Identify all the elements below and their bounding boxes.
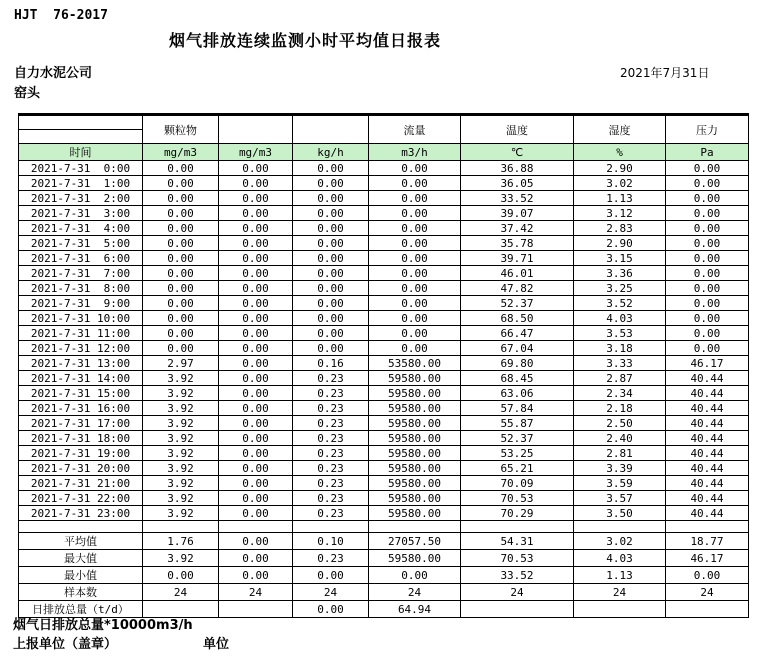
table-row (19, 431, 749, 446)
value-cell: 0.23 (293, 371, 369, 386)
table-header (19, 115, 749, 161)
value-cell: 68.50 (461, 311, 574, 326)
value-cell: 36.05 (461, 176, 574, 191)
value-cell: 40.44 (666, 491, 749, 506)
row-time-cell: 2021-7-31 21:00 (19, 476, 143, 491)
station-name: 窑头 (14, 86, 41, 101)
value-cell: 33.52 (461, 567, 574, 584)
group-header-row (19, 115, 749, 144)
table-row (19, 236, 749, 251)
value-cell: 59580.00 (369, 476, 461, 491)
value-cell: 0.00 (219, 533, 293, 550)
pollutant-header-cell: 湿度 (574, 115, 666, 144)
value-cell: 59580.00 (369, 506, 461, 521)
empty-cell (666, 521, 749, 533)
table-row (19, 461, 749, 476)
table-row (19, 176, 749, 191)
value-cell: 33.52 (461, 191, 574, 206)
value-cell: 3.52 (574, 296, 666, 311)
table-row (19, 326, 749, 341)
value-cell: 0.00 (666, 281, 749, 296)
value-cell: 70.53 (461, 491, 574, 506)
value-cell: 3.92 (143, 506, 219, 521)
value-cell: 40.44 (666, 446, 749, 461)
report-date: 2021年7月31日 (620, 66, 710, 80)
value-cell: 3.50 (574, 506, 666, 521)
value-cell: 0.00 (219, 251, 293, 266)
value-cell: 0.00 (293, 221, 369, 236)
value-cell: 0.00 (293, 161, 369, 176)
value-cell: 24 (461, 584, 574, 601)
value-cell: 0.00 (219, 356, 293, 371)
value-cell: 0.00 (369, 236, 461, 251)
value-cell: 0.23 (293, 476, 369, 491)
value-cell: 0.00 (219, 567, 293, 584)
row-time-cell: 2021-7-31 3:00 (19, 206, 143, 221)
value-cell: 0.00 (369, 176, 461, 191)
value-cell: 0.00 (369, 221, 461, 236)
value-cell: 0.00 (293, 601, 369, 618)
table-row (19, 476, 749, 491)
value-cell: 0.10 (293, 533, 369, 550)
value-cell: 0.00 (293, 341, 369, 356)
unit-label: 单位 (203, 637, 230, 652)
summary-row (19, 533, 749, 550)
row-time-cell: 2021-7-31 6:00 (19, 251, 143, 266)
page-title: 烟气排放连续监测小时平均值日报表 (168, 31, 441, 50)
value-cell: 3.59 (574, 476, 666, 491)
value-cell: 3.92 (143, 431, 219, 446)
value-cell: 0.00 (293, 191, 369, 206)
time-column-header: 时间 (19, 144, 143, 161)
pollutant-header-cell: 温度 (461, 115, 574, 144)
value-cell: 46.17 (666, 356, 749, 371)
unit-cell: kg/h (293, 144, 369, 161)
value-cell: 40.44 (666, 476, 749, 491)
summary-label-cell: 最大值 (19, 550, 143, 567)
value-cell: 59580.00 (369, 446, 461, 461)
value-cell: 55.87 (461, 416, 574, 431)
value-cell: 0.00 (219, 446, 293, 461)
value-cell: 53.25 (461, 446, 574, 461)
value-cell: 1.76 (143, 533, 219, 550)
value-cell: 0.00 (666, 251, 749, 266)
value-cell: 46.01 (461, 266, 574, 281)
value-cell: 59580.00 (369, 461, 461, 476)
spacer-row (19, 521, 749, 533)
value-cell: 27057.50 (369, 533, 461, 550)
summary-label-cell: 平均值 (19, 533, 143, 550)
value-cell: 0.00 (219, 326, 293, 341)
row-time-cell: 2021-7-31 13:00 (19, 356, 143, 371)
monitoring-data-table (18, 113, 749, 618)
value-cell: 3.92 (143, 476, 219, 491)
value-cell: 0.00 (219, 236, 293, 251)
total-label-cell: 日排放总量（t/d） (19, 601, 143, 618)
row-time-cell: 2021-7-31 19:00 (19, 446, 143, 461)
value-cell: 0.00 (369, 326, 461, 341)
empty-half-cell (19, 130, 142, 143)
value-cell: 0.00 (219, 341, 293, 356)
table-row (19, 311, 749, 326)
value-cell: 0.00 (219, 266, 293, 281)
value-cell: 0.00 (293, 311, 369, 326)
row-time-cell: 2021-7-31 7:00 (19, 266, 143, 281)
table-row (19, 356, 749, 371)
row-time-cell: 2021-7-31 22:00 (19, 491, 143, 506)
value-cell: 3.39 (574, 461, 666, 476)
value-cell: 3.12 (574, 206, 666, 221)
value-cell: 18.77 (666, 533, 749, 550)
value-cell: 2.97 (143, 356, 219, 371)
value-cell: 2.34 (574, 386, 666, 401)
summary-row (19, 550, 749, 567)
unit-header-row (19, 144, 749, 161)
value-cell: 0.00 (219, 401, 293, 416)
table-row (19, 251, 749, 266)
value-cell: 0.00 (293, 251, 369, 266)
table-row (19, 416, 749, 431)
empty-header-cell (293, 115, 369, 144)
value-cell: 3.92 (143, 386, 219, 401)
value-cell: 0.00 (143, 266, 219, 281)
value-cell: 3.92 (143, 491, 219, 506)
pollutant-header-cell: 流量 (369, 115, 461, 144)
value-cell: 0.00 (219, 550, 293, 567)
value-cell: 0.00 (666, 206, 749, 221)
company-name: 自力水泥公司 (14, 66, 93, 81)
empty-cell (293, 521, 369, 533)
value-cell: 37.42 (461, 221, 574, 236)
value-cell: 52.37 (461, 296, 574, 311)
value-cell: 0.00 (369, 296, 461, 311)
value-cell: 0.00 (219, 371, 293, 386)
value-cell: 2.81 (574, 446, 666, 461)
value-cell: 36.88 (461, 161, 574, 176)
row-time-cell: 2021-7-31 4:00 (19, 221, 143, 236)
table-row (19, 386, 749, 401)
value-cell: 3.92 (143, 371, 219, 386)
value-cell: 0.23 (293, 446, 369, 461)
value-cell: 2.90 (574, 236, 666, 251)
unit-cell: Pa (666, 144, 749, 161)
value-cell: 0.23 (293, 431, 369, 446)
row-time-cell: 2021-7-31 18:00 (19, 431, 143, 446)
value-cell: 0.16 (293, 356, 369, 371)
table-row (19, 281, 749, 296)
value-cell: 63.06 (461, 386, 574, 401)
value-cell: 59580.00 (369, 416, 461, 431)
value-cell: 3.57 (574, 491, 666, 506)
value-cell: 3.02 (574, 533, 666, 550)
value-cell: 69.80 (461, 356, 574, 371)
unit-cell: mg/m3 (143, 144, 219, 161)
row-time-cell: 2021-7-31 11:00 (19, 326, 143, 341)
value-cell: 0.00 (666, 296, 749, 311)
value-cell: 3.36 (574, 266, 666, 281)
table-row (19, 506, 749, 521)
table-row (19, 296, 749, 311)
row-time-cell: 2021-7-31 16:00 (19, 401, 143, 416)
row-time-cell: 2021-7-31 14:00 (19, 371, 143, 386)
value-cell: 2.18 (574, 401, 666, 416)
value-cell: 3.92 (143, 550, 219, 567)
value-cell: 0.00 (143, 161, 219, 176)
empty-cell (143, 521, 219, 533)
value-cell: 52.37 (461, 431, 574, 446)
value-cell: 46.17 (666, 550, 749, 567)
value-cell: 0.00 (369, 206, 461, 221)
value-cell: 0.00 (143, 206, 219, 221)
row-time-cell: 2021-7-31 5:00 (19, 236, 143, 251)
value-cell: 0.00 (369, 251, 461, 266)
table-row (19, 221, 749, 236)
empty-cell (369, 521, 461, 533)
value-cell: 3.33 (574, 356, 666, 371)
value-cell: 40.44 (666, 431, 749, 446)
value-cell: 40.44 (666, 371, 749, 386)
value-cell: 59580.00 (369, 431, 461, 446)
value-cell: 0.00 (219, 491, 293, 506)
value-cell: 40.44 (666, 461, 749, 476)
value-cell: 0.00 (219, 386, 293, 401)
value-cell: 40.44 (666, 416, 749, 431)
value-cell: 40.44 (666, 401, 749, 416)
empty-cell (574, 521, 666, 533)
time-header-split-cell (19, 115, 143, 144)
value-cell: 4.03 (574, 311, 666, 326)
value-cell: 0.00 (666, 266, 749, 281)
pollutant-header-cell: 压力 (666, 115, 749, 144)
value-cell: 3.15 (574, 251, 666, 266)
unit-cell: ℃ (461, 144, 574, 161)
value-cell: 47.82 (461, 281, 574, 296)
value-cell: 0.00 (666, 567, 749, 584)
value-cell: 0.00 (143, 341, 219, 356)
standard-number: HJT 76-2017 (14, 8, 108, 23)
value-cell: 66.47 (461, 326, 574, 341)
value-cell: 0.00 (293, 176, 369, 191)
empty-half-cell (19, 116, 142, 130)
value-cell: 24 (219, 584, 293, 601)
value-cell: 0.00 (293, 567, 369, 584)
value-cell (666, 601, 749, 618)
value-cell: 0.00 (369, 341, 461, 356)
value-cell: 0.00 (666, 341, 749, 356)
table-row (19, 446, 749, 461)
value-cell: 2.50 (574, 416, 666, 431)
value-cell: 68.45 (461, 371, 574, 386)
value-cell: 0.00 (143, 176, 219, 191)
value-cell: 0.00 (666, 221, 749, 236)
table-body (19, 161, 749, 618)
value-cell: 0.00 (143, 326, 219, 341)
value-cell: 3.92 (143, 446, 219, 461)
value-cell: 0.00 (369, 191, 461, 206)
value-cell: 0.00 (219, 311, 293, 326)
value-cell: 0.00 (143, 236, 219, 251)
row-time-cell: 2021-7-31 1:00 (19, 176, 143, 191)
value-cell: 0.00 (143, 296, 219, 311)
value-cell: 2.87 (574, 371, 666, 386)
row-time-cell: 2021-7-31 15:00 (19, 386, 143, 401)
value-cell: 24 (369, 584, 461, 601)
value-cell: 0.00 (293, 326, 369, 341)
report-unit-label: 上报单位（盖章） (13, 637, 118, 652)
value-cell: 0.00 (666, 161, 749, 176)
unit-cell: m3/h (369, 144, 461, 161)
value-cell: 40.44 (666, 386, 749, 401)
value-cell: 0.00 (219, 206, 293, 221)
value-cell: 0.00 (666, 311, 749, 326)
table-row (19, 161, 749, 176)
value-cell: 40.44 (666, 506, 749, 521)
row-time-cell: 2021-7-31 9:00 (19, 296, 143, 311)
unit-cell: % (574, 144, 666, 161)
row-time-cell: 2021-7-31 10:00 (19, 311, 143, 326)
value-cell: 57.84 (461, 401, 574, 416)
row-time-cell: 2021-7-31 12:00 (19, 341, 143, 356)
value-cell: 0.00 (293, 206, 369, 221)
row-time-cell: 2021-7-31 0:00 (19, 161, 143, 176)
value-cell: 3.92 (143, 401, 219, 416)
value-cell: 0.00 (143, 251, 219, 266)
table-row (19, 266, 749, 281)
empty-cell (19, 521, 143, 533)
value-cell: 2.40 (574, 431, 666, 446)
row-time-cell: 2021-7-31 2:00 (19, 191, 143, 206)
value-cell: 0.23 (293, 550, 369, 567)
value-cell: 2.83 (574, 221, 666, 236)
value-cell: 59580.00 (369, 491, 461, 506)
value-cell: 0.00 (219, 416, 293, 431)
value-cell (219, 601, 293, 618)
empty-header-cell (219, 115, 293, 144)
value-cell: 0.23 (293, 491, 369, 506)
pollutant-header-cell: 颗粒物 (143, 115, 219, 144)
value-cell: 0.00 (219, 431, 293, 446)
summary-label-cell: 样本数 (19, 584, 143, 601)
value-cell: 39.07 (461, 206, 574, 221)
value-cell: 0.23 (293, 401, 369, 416)
value-cell: 64.94 (369, 601, 461, 618)
table-row (19, 371, 749, 386)
value-cell: 24 (666, 584, 749, 601)
value-cell: 2.90 (574, 161, 666, 176)
value-cell: 59580.00 (369, 386, 461, 401)
value-cell (574, 601, 666, 618)
value-cell: 54.31 (461, 533, 574, 550)
value-cell: 59580.00 (369, 371, 461, 386)
row-time-cell: 2021-7-31 17:00 (19, 416, 143, 431)
value-cell: 0.00 (219, 281, 293, 296)
value-cell: 0.23 (293, 416, 369, 431)
value-cell: 3.92 (143, 416, 219, 431)
value-cell: 0.00 (666, 326, 749, 341)
value-cell: 59580.00 (369, 401, 461, 416)
value-cell: 0.00 (143, 311, 219, 326)
value-cell: 0.00 (369, 567, 461, 584)
value-cell: 0.23 (293, 386, 369, 401)
value-cell: 0.23 (293, 461, 369, 476)
row-time-cell: 2021-7-31 23:00 (19, 506, 143, 521)
value-cell: 0.00 (369, 311, 461, 326)
value-cell: 0.00 (293, 266, 369, 281)
value-cell: 67.04 (461, 341, 574, 356)
footer-note: 烟气日排放总量*10000m3/h (13, 618, 193, 633)
value-cell: 3.92 (143, 461, 219, 476)
value-cell: 0.00 (219, 191, 293, 206)
unit-cell: mg/m3 (219, 144, 293, 161)
value-cell: 0.00 (666, 176, 749, 191)
table-row (19, 491, 749, 506)
value-cell: 0.00 (293, 236, 369, 251)
value-cell: 1.13 (574, 567, 666, 584)
row-time-cell: 2021-7-31 8:00 (19, 281, 143, 296)
value-cell: 59580.00 (369, 550, 461, 567)
summary-label-cell: 最小值 (19, 567, 143, 584)
value-cell: 0.00 (219, 476, 293, 491)
value-cell: 0.00 (219, 221, 293, 236)
value-cell: 24 (143, 584, 219, 601)
summary-row (19, 567, 749, 584)
value-cell: 0.00 (219, 296, 293, 311)
value-cell: 0.00 (369, 266, 461, 281)
value-cell: 3.53 (574, 326, 666, 341)
value-cell: 0.00 (143, 567, 219, 584)
value-cell: 35.78 (461, 236, 574, 251)
value-cell: 24 (574, 584, 666, 601)
value-cell: 39.71 (461, 251, 574, 266)
value-cell: 3.18 (574, 341, 666, 356)
value-cell: 0.00 (666, 191, 749, 206)
value-cell (461, 601, 574, 618)
value-cell: 0.00 (143, 281, 219, 296)
value-cell: 0.00 (293, 296, 369, 311)
value-cell: 0.00 (369, 161, 461, 176)
value-cell: 3.25 (574, 281, 666, 296)
value-cell: 0.00 (666, 236, 749, 251)
value-cell: 0.00 (219, 461, 293, 476)
value-cell: 70.29 (461, 506, 574, 521)
empty-cell (461, 521, 574, 533)
value-cell: 70.09 (461, 476, 574, 491)
value-cell: 65.21 (461, 461, 574, 476)
value-cell: 70.53 (461, 550, 574, 567)
table-row (19, 401, 749, 416)
table-row (19, 191, 749, 206)
table-row (19, 341, 749, 356)
summary-row (19, 584, 749, 601)
value-cell: 0.23 (293, 506, 369, 521)
value-cell: 0.00 (219, 176, 293, 191)
value-cell: 0.00 (293, 281, 369, 296)
empty-cell (219, 521, 293, 533)
value-cell: 24 (293, 584, 369, 601)
value-cell: 0.00 (219, 506, 293, 521)
value-cell: 0.00 (143, 221, 219, 236)
value-cell: 53580.00 (369, 356, 461, 371)
row-time-cell: 2021-7-31 20:00 (19, 461, 143, 476)
table-row (19, 206, 749, 221)
value-cell: 0.00 (143, 191, 219, 206)
value-cell: 1.13 (574, 191, 666, 206)
value-cell: 0.00 (369, 281, 461, 296)
value-cell: 4.03 (574, 550, 666, 567)
value-cell: 0.00 (219, 161, 293, 176)
value-cell: 3.02 (574, 176, 666, 191)
